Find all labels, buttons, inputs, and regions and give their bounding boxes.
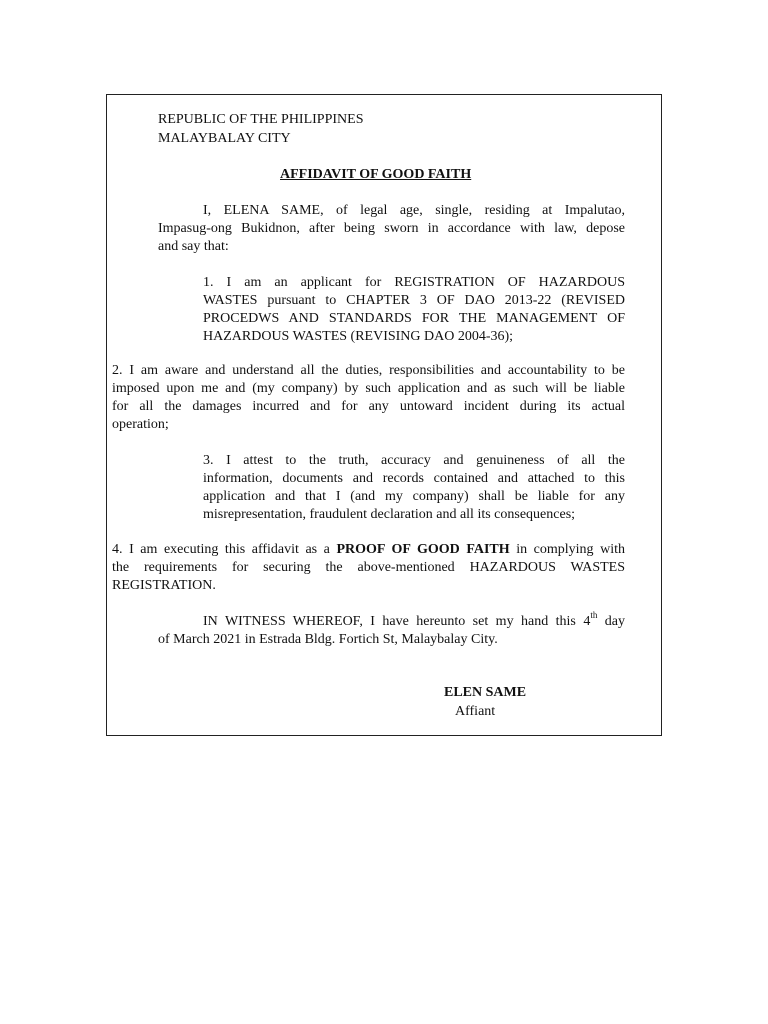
intro-paragraph — [158, 202, 625, 256]
item-1-line-4: HAZARDOUS WASTES (REVISING DAO 2004-36); — [203, 329, 514, 344]
item-2-line-3: for all the damages incurred and for any untoward incident during its actual — [112, 399, 625, 414]
item-1-line-2: WASTES pursuant to CHAPTER 3 OF DAO 2013-22 (REVISED — [203, 293, 625, 308]
item-4-line-1 — [112, 541, 625, 559]
item-4-line-2: the requirements for securing the above-mentioned HAZARDOUS WASTES — [112, 560, 625, 575]
item-3-line-4: misrepresentation, fraudulent declaration and all its consequences; — [203, 507, 576, 522]
item-4-line-1-text-b: in complying with — [509, 542, 625, 557]
intro-line-1: I, ELENA SAME, of legal age, single, residing at Impalutao, — [203, 203, 625, 218]
witness-line-1-text-a: IN WITNESS WHEREOF, I have hereunto set my hand this 4 — [203, 614, 591, 629]
header-city: MALAYBALAY CITY — [158, 131, 291, 146]
ordinal-suffix: th — [590, 610, 598, 621]
item-2-line-1: 2. I am aware and understand all the duties, responsibilities and accountability to be — [112, 363, 625, 378]
item-2-line-4: operation; — [112, 417, 169, 432]
item-1-line-1: 1. I am an applicant for REGISTRATION OF HAZARDOUS — [203, 275, 625, 290]
intro-line-2: Impasug-ong Bukidnon, after being sworn in accordance with law, depose — [158, 221, 625, 236]
item-3-paragraph — [203, 452, 625, 524]
item-4-line-1-text-a: 4. I am executing this affidavit as a — [112, 542, 337, 557]
item-3-line-2: information, documents and records contained and attached to this — [203, 471, 625, 486]
item-3-line-1: 3. I attest to the truth, accuracy and genuineness of all the — [203, 453, 625, 468]
document-title: AFFIDAVIT OF GOOD FAITH — [280, 167, 472, 182]
item-1-line-3: PROCEDWS AND STANDARDS FOR THE MANAGEMENT OF — [203, 311, 625, 326]
item-2-line-2: imposed upon me and (my company) by such application and as such will be liable — [112, 381, 625, 396]
witness-paragraph — [158, 610, 625, 649]
witness-line-1 — [158, 610, 625, 631]
item-4-paragraph — [112, 541, 625, 595]
witness-line-1-text-b: day — [597, 614, 625, 629]
item-4-line-3: REGISTRATION. — [112, 578, 216, 593]
item-3-line-3: application and that I (and my company) shall be liable for any — [203, 489, 625, 504]
intro-line-3: and say that: — [158, 239, 229, 254]
affiant-label: Affiant — [455, 704, 496, 719]
proof-of-good-faith-emphasis: PROOF OF GOOD FAITH — [336, 542, 510, 557]
witness-line-2: of March 2021 in Estrada Bldg. Fortich St, Malaybalay City. — [158, 632, 498, 647]
item-2-paragraph — [112, 362, 625, 434]
header-republic: REPUBLIC OF THE PHILIPPINES — [158, 112, 364, 127]
item-1-paragraph — [203, 274, 625, 346]
affiant-name: ELEN SAME — [444, 685, 527, 700]
